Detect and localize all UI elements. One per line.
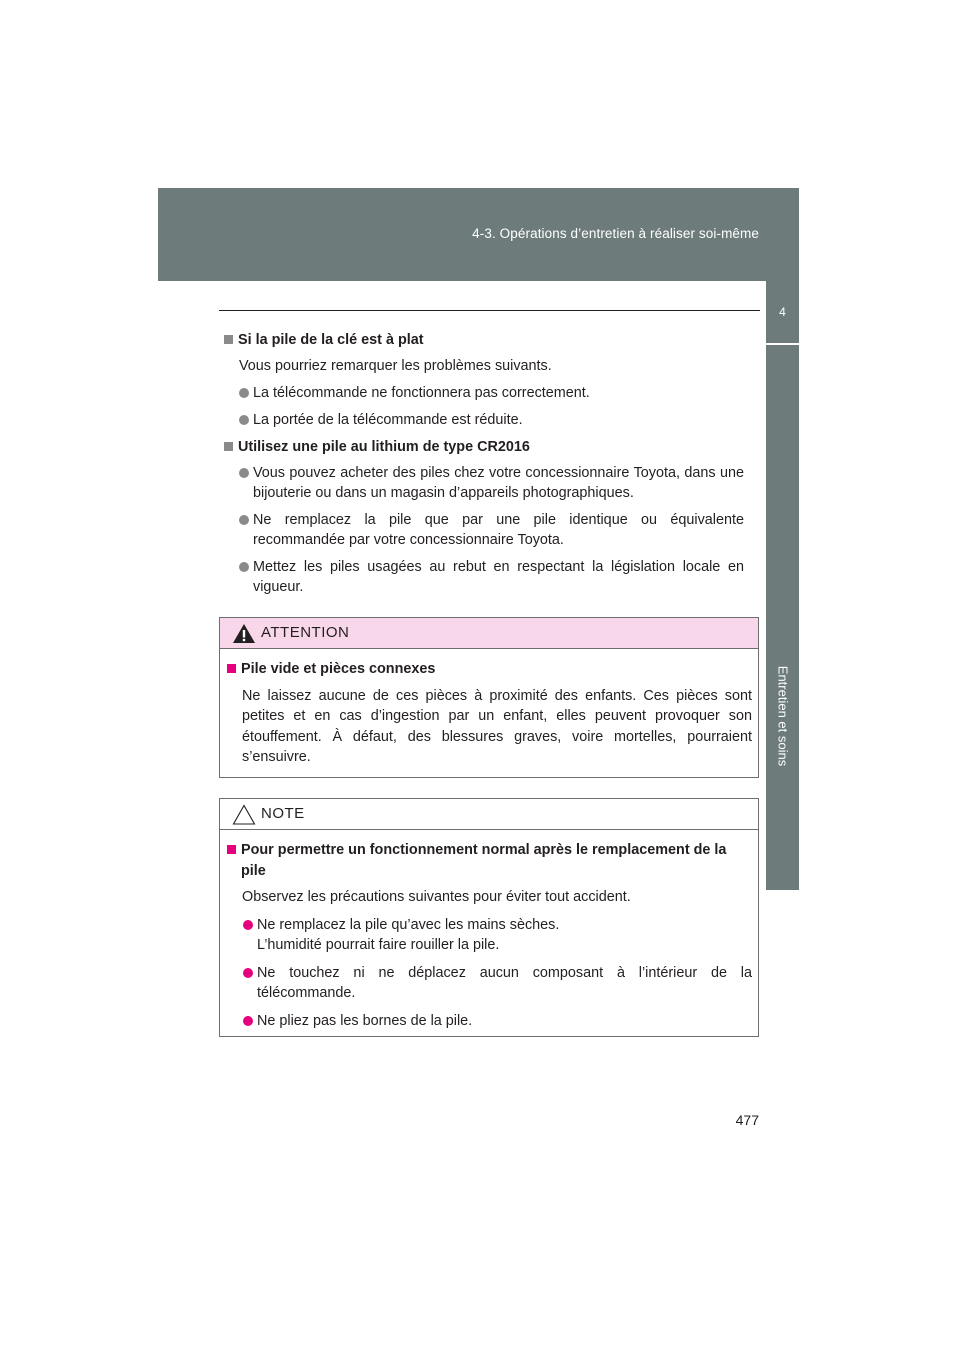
attention-body [220, 649, 758, 768]
section-intro: Vous pourriez remarquer les problèmes suivants. [239, 358, 552, 374]
list-item: La télécommande ne fonctionnera pas correctement. [222, 383, 744, 403]
list-item: Vous pouvez acheter des piles chez votre concessionnaire Toyota, dans une bijouterie ou dans un magasin d’appareils photographiques. [222, 463, 744, 503]
round-bullet-icon [239, 468, 249, 478]
attention-heading: Pile vide et pièces connexes [225, 659, 752, 680]
note-intro: Observez les précautions suivantes pour éviter tout accident. [242, 889, 631, 905]
list-item: Ne touchez ni ne déplacez aucun composant à l’intérieur de la télécommande. [225, 963, 752, 1004]
round-bullet-icon [239, 562, 249, 572]
attention-text: Ne laissez aucune de ces pièces à proximité des enfants. Ces pièces sont petites et en cas d’ingestion par un enfant, elles peuvent provoquer son étouffement. À défaut, des blessures graves, voire mortelles, pourraient s’ensuivre. [242, 687, 752, 765]
attention-box [219, 617, 759, 778]
caution-icon [232, 804, 256, 825]
note-title: NOTE [261, 805, 305, 822]
note-box [219, 798, 759, 1037]
list-item: Ne remplacez la pile que par une pile identique ou équivalente recommandée par votre concessionnaire Toyota. [222, 510, 744, 550]
square-bullet-icon [224, 335, 233, 344]
list-item: Ne pliez pas les bornes de la pile. [225, 1011, 752, 1032]
chapter-tab-number: 4 [766, 281, 799, 343]
chapter-tab-label: Entretien et soins [775, 665, 790, 767]
round-bullet-icon [243, 968, 253, 978]
warning-icon [232, 623, 256, 644]
chapter-tab [766, 345, 799, 890]
page-number: 477 [735, 1112, 759, 1128]
section-title: 4-3. Opérations d’entretien à réaliser soi-même [472, 226, 759, 241]
square-bullet-icon [224, 442, 233, 451]
list-item: Mettez les piles usagées au rebut en respectant la législation locale en vigueur. [222, 557, 744, 597]
round-bullet-icon [243, 920, 253, 930]
note-heading: Pour permettre un fonctionnement normal après le remplacement de la pile [225, 840, 752, 881]
round-bullet-icon [239, 415, 249, 425]
main-content [222, 330, 744, 604]
square-bullet-icon [227, 664, 236, 673]
round-bullet-icon [239, 515, 249, 525]
round-bullet-icon [243, 1016, 253, 1026]
top-rule [219, 310, 760, 311]
header-band [158, 188, 799, 281]
attention-title: ATTENTION [261, 624, 350, 641]
attention-header [220, 618, 758, 649]
list-item: La portée de la télécommande est réduite. [222, 410, 744, 430]
section-heading: Si la pile de la clé est à plat [222, 330, 744, 350]
square-bullet-icon [227, 845, 236, 854]
list-item: Ne remplacez la pile qu’avec les mains sèches. L’humidité pourrait faire rouiller la pile. [225, 915, 752, 956]
note-body [220, 830, 758, 1031]
note-header [220, 799, 758, 830]
section-heading: Utilisez une pile au lithium de type CR2016 [222, 437, 744, 457]
round-bullet-icon [239, 388, 249, 398]
